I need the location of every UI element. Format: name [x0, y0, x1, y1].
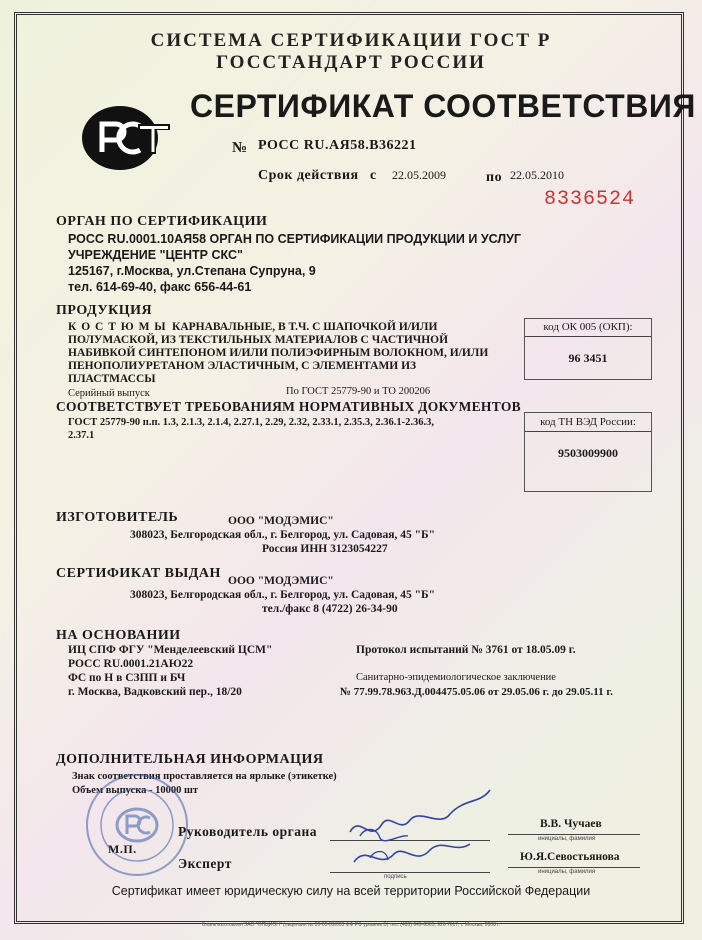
basis-left2: РОСС RU.0001.21АЮ22 — [68, 658, 194, 670]
organ-line3: 125167, г.Москва, ул.Степана Супруна, 9 — [68, 264, 316, 278]
product-heading: ПРОДУКЦИЯ — [56, 303, 153, 318]
manufacturer-address: 308023, Белгородская обл., г. Белгород, ул. Садовая, 45 "Б" — [130, 529, 436, 541]
product-line1b: КАРНАВАЛЬНЫЕ, В Т.Ч. С ШАПОЧКОЙ И/ИЛИ — [172, 321, 438, 333]
expert-label: Эксперт — [178, 856, 232, 871]
sign-caption: подпись — [384, 874, 407, 880]
issued-address: 308023, Белгородская обл., г. Белгород, ул. Садовая, 45 "Б" — [130, 589, 436, 601]
organ-heading: ОРГАН ПО СЕРТИФИКАЦИИ — [56, 214, 268, 229]
number-label: № — [232, 140, 248, 156]
pct-logo-icon — [80, 104, 172, 177]
product-line2: ПОЛУМАСКОЙ, ИЗ ТЕКСТИЛЬНЫХ МАТЕРИАЛОВ С ЧАСТИЧНОЙ — [68, 334, 449, 346]
product-line5: ПЛАСТМАССЫ — [68, 373, 156, 385]
basis-left1: ИЦ СПФ ФГУ "Менделеевский ЦСМ" — [68, 644, 273, 656]
tnved-value: 9503009900 — [558, 446, 618, 460]
product-line4: ПЕНОПОЛИУРЕТАНОМ ЭЛАСТИЧНЫМ, С ЭЛЕМЕНТАМИ ИЗ — [68, 360, 417, 372]
seal-stamp-icon — [82, 770, 192, 885]
basis-left3: ФС по Н в СЗПП и БЧ — [68, 672, 186, 684]
expert-name-caption: инициалы, фамилия — [538, 869, 596, 875]
tnved-label: код ТН ВЭД России: — [540, 416, 636, 428]
issued-phone: тел./факс 8 (4722) 26-34-90 — [262, 603, 398, 615]
head-name-caption: инициалы, фамилия — [538, 836, 596, 842]
organ-line4: тел. 614-69-40, факс 656-44-61 — [68, 280, 252, 294]
product-line1a: К О С Т Ю М Ы — [68, 321, 167, 333]
head-name: В.В. Чучаев — [540, 818, 602, 830]
head-name-line — [508, 834, 640, 835]
manufacturer-name: ООО "МОДЭМИС" — [228, 515, 334, 527]
basis-right2: Санитарно-эпидемиологическое заключение — [356, 672, 556, 683]
basis-heading: НА ОСНОВАНИИ — [56, 628, 181, 643]
expert-name: Ю.Я.Севостьянова — [520, 851, 620, 863]
requirements-line1: ГОСТ 25779-90 п.п. 1.3, 2.1.3, 2.1.4, 2.27.1, 2.29, 2.32, 2.33.1, 2.35.3, 2.36.1-2.36.3, — [68, 417, 435, 428]
okp-divider — [525, 336, 651, 337]
extra-heading: ДОПОЛНИТЕЛЬНАЯ ИНФОРМАЦИЯ — [56, 752, 324, 767]
product-line3: НАБИВКОЙ СИНТЕПОНОМ И/ИЛИ ПОЛИЭФИРНЫМ ВОЛОКНОМ, И/ИЛИ — [68, 347, 489, 359]
manufacturer-country: Россия ИНН 3123054227 — [262, 543, 388, 555]
requirements-line2: 2.37.1 — [68, 430, 95, 441]
mp-label: М.П. — [108, 842, 137, 856]
okp-code-box — [524, 318, 652, 380]
basis-right3: № 77.99.78.963.Д.004475.05.06 от 29.05.06 г. до 29.05.11 г. — [340, 686, 613, 698]
extra-line1: Знак соответствия проставляется на ярлыке (этикетке) — [72, 771, 337, 782]
header-line1: СИСТЕМА СЕРТИФИКАЦИИ ГОСТ Р — [150, 30, 552, 51]
certificate-number: РОСС RU.АЯ58.В36221 — [258, 138, 417, 153]
validity-from-label: с — [370, 168, 377, 183]
signature-scribble-icon — [330, 784, 510, 879]
organ-line1: РОСС RU.0001.10АЯ58 ОРГАН ПО СЕРТИФИКАЦИИ ПРОДУКЦИИ И УСЛУГ — [68, 232, 521, 246]
basis-right1: Протокол испытаний № 3761 от 18.05.09 г. — [356, 644, 576, 656]
organ-line2: УЧРЕЖДЕНИЕ "ЦЕНТР СКС" — [68, 248, 243, 262]
okp-label: код ОК 005 (ОКП): — [543, 321, 633, 333]
basis-left4: г. Москва, Вадковский пер., 18/20 — [68, 686, 242, 698]
validity-to-label: по — [486, 170, 503, 185]
footer-note: Сертификат имеет юридическую силу на всей территории Российской Федерации — [111, 884, 591, 898]
issued-heading: СЕРТИФИКАТ ВЫДАН — [56, 566, 221, 581]
validity-from: 22.05.2009 — [392, 168, 446, 182]
product-gost: По ГОСТ 25779-90 и ТО 200206 — [286, 386, 431, 397]
tnved-code-box — [524, 412, 652, 492]
print-imprint: Бланк изготовлен ЗАО "ОПЦИОН" (лицензия № 05-05-09/003 ФФ РФ уровень Б) тел. (495) 649-6365, 926 7617, г. Москва, 2008 г. — [202, 922, 500, 928]
serial-number: 8336524 — [544, 188, 636, 211]
expert-name-line — [508, 867, 640, 868]
manufacturer-heading: ИЗГОТОВИТЕЛЬ — [56, 510, 179, 525]
validity-label: Срок действия — [258, 168, 359, 183]
tnved-divider — [525, 431, 651, 432]
head-label: Руководитель органа — [178, 824, 318, 839]
validity-to: 22.05.2010 — [510, 168, 564, 182]
requirements-heading: СООТВЕТСТВУЕТ ТРЕБОВАНИЯМ НОРМАТИВНЫХ ДОКУМЕНТОВ — [56, 399, 521, 414]
serial-release-label: Серийный выпуск — [68, 388, 150, 399]
certificate-title: СЕРТИФИКАТ СООТВЕТСТВИЯ — [190, 88, 696, 124]
extra-line2: Объем выпуска - 10000 шт — [72, 785, 199, 796]
header-line2: ГОССТАНДАРТ РОССИИ — [216, 52, 486, 73]
okp-value: 96 3451 — [568, 351, 608, 365]
issued-name: ООО "МОДЭМИС" — [228, 575, 334, 587]
